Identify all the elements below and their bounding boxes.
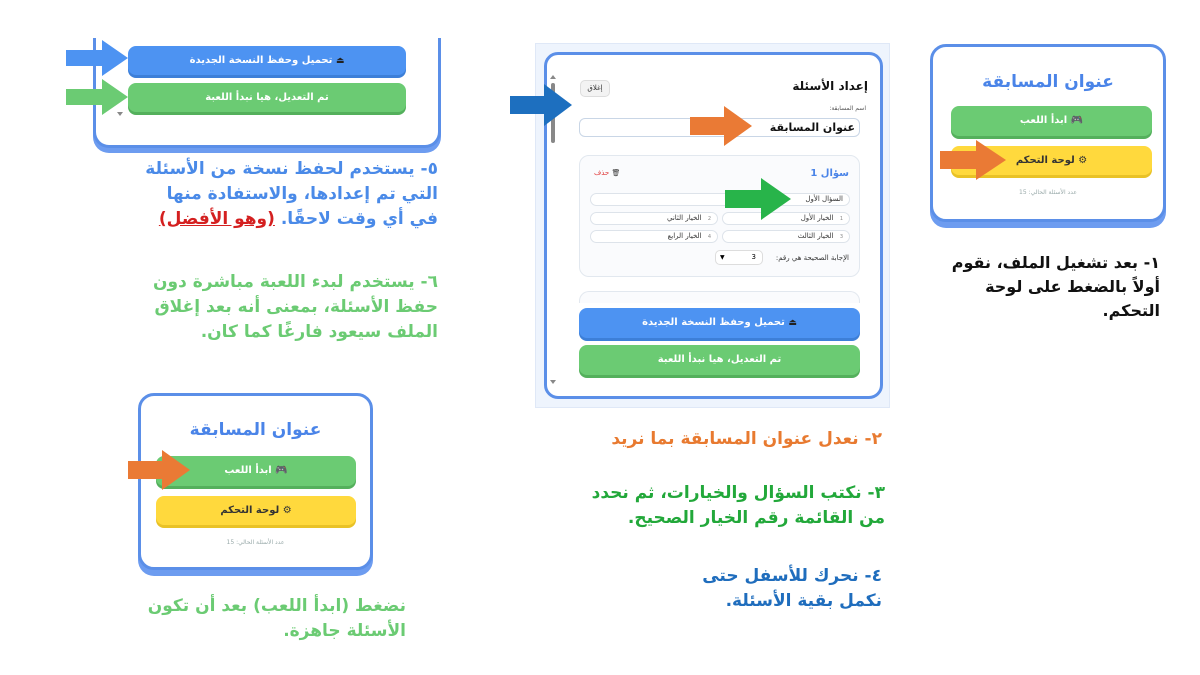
gear-icon: ⚙: [1078, 155, 1088, 166]
option-input-1[interactable]: 1 الخيار الأول: [722, 212, 850, 225]
settings-modal: [544, 52, 883, 399]
trash-icon: 🗑: [611, 169, 621, 177]
control-panel-button[interactable]: ⚙ لوحة التحكم: [156, 496, 356, 525]
arrow-right-icon: [690, 106, 752, 146]
scroll-down-icon[interactable]: [550, 380, 556, 384]
correct-answer-label: الإجابة الصحيحة هي رقم:: [775, 254, 849, 262]
gamepad-icon: 🎮: [275, 465, 288, 476]
quiz-name-label: اسم المسابقة:: [829, 105, 866, 112]
option-input-2[interactable]: 2 الخيار الثاني: [590, 212, 718, 225]
quiz-title: عنوان المسابقة: [982, 72, 1114, 92]
delete-button[interactable]: 🗑 حذف: [594, 169, 621, 177]
chevron-down-icon: ▼: [720, 254, 725, 261]
play-button[interactable]: 🎮 ابدأ اللعب: [156, 456, 356, 486]
instruction-step4: ٤- نحرك للأسفل حتى نكمل بقية الأسئلة.: [702, 566, 882, 611]
scroll-up-icon[interactable]: [550, 75, 556, 79]
crop-play-button[interactable]: تم التعديل، هيا نبدأ اللعبة: [128, 83, 406, 112]
crop-save-button[interactable]: ⏏ تحميل وحفظ النسخة الجديدة: [128, 46, 406, 75]
eject-icon: ⏏: [788, 318, 797, 328]
arrow-right-icon: [66, 79, 128, 115]
instruction-step5: ٥- يستخدم لحفظ نسخة من الأسئلة التي تم إعدادها، والاستفادة منها في أي وقت لاحقًا. (وهو الأفضل): [145, 159, 438, 229]
arrow-right-icon: [725, 178, 791, 220]
save-button[interactable]: ⏏ تحميل وحفظ النسخة الجديدة: [579, 308, 860, 338]
arrow-right-icon: [66, 40, 128, 76]
settings-title: إعداد الأسئلة: [792, 79, 868, 93]
correct-answer-select[interactable]: ▼ 3: [715, 250, 763, 265]
instruction-step3: ٣- نكتب السؤال والخيارات، ثم نحدد من القائمة رقم الخيار الصحيح.: [591, 483, 885, 528]
option-input-4[interactable]: 4 الخيار الرابع: [590, 230, 718, 243]
play-now-button[interactable]: تم التعديل، هيا نبدأ اللعبة: [579, 345, 860, 375]
arrow-right-icon: [940, 140, 1006, 180]
menu-card-top: [930, 44, 1166, 222]
instruction-step1: ١- بعد تشغيل الملف، نقوم أولاً بالضغط على لوحة التحكم.: [951, 253, 1160, 320]
settings-screenshot: [535, 43, 890, 408]
question-input[interactable]: السؤال الأول: [590, 193, 850, 206]
instruction-step6: ٦- يستخدم لبدء اللعبة مباشرة دون حفظ الأسئلة، بمعنى أنه بعد إغلاق الملف سيعود فارغًا كما كان.: [153, 272, 438, 342]
question-title: سؤال 1: [810, 168, 849, 179]
question-card: [579, 155, 860, 277]
option-input-3[interactable]: 3 الخيار الثالث: [722, 230, 850, 243]
instruction-step2: ٢- نعدل عنوان المسابقة بما نريد: [611, 429, 882, 449]
question-count: عدد الأسئلة الحالي: 15: [1019, 189, 1077, 196]
next-question-edge: [579, 291, 860, 303]
eject-icon: ⏏: [335, 56, 345, 66]
quiz-name-input[interactable]: عنوان المسابقة: [579, 118, 860, 137]
gamepad-icon: 🎮: [1070, 115, 1084, 126]
control-panel-button[interactable]: ⚙ لوحة التحكم: [951, 146, 1152, 175]
question-count: عدد الأسئلة الحالي: 15: [226, 539, 285, 546]
quiz-title: عنوان المسابقة: [189, 420, 322, 440]
arrow-right-icon: [510, 84, 572, 126]
close-button[interactable]: إغلاق: [580, 80, 610, 97]
play-button[interactable]: 🎮 ابدأ اللعب: [951, 106, 1152, 136]
instruction-final: نضغط (ابدأ اللعب) بعد أن تكون الأسئلة جاهزة.: [147, 596, 406, 641]
arrow-right-icon: [128, 450, 190, 490]
gear-icon: ⚙: [282, 505, 292, 516]
best-note: (وهو الأفضل): [158, 209, 275, 229]
